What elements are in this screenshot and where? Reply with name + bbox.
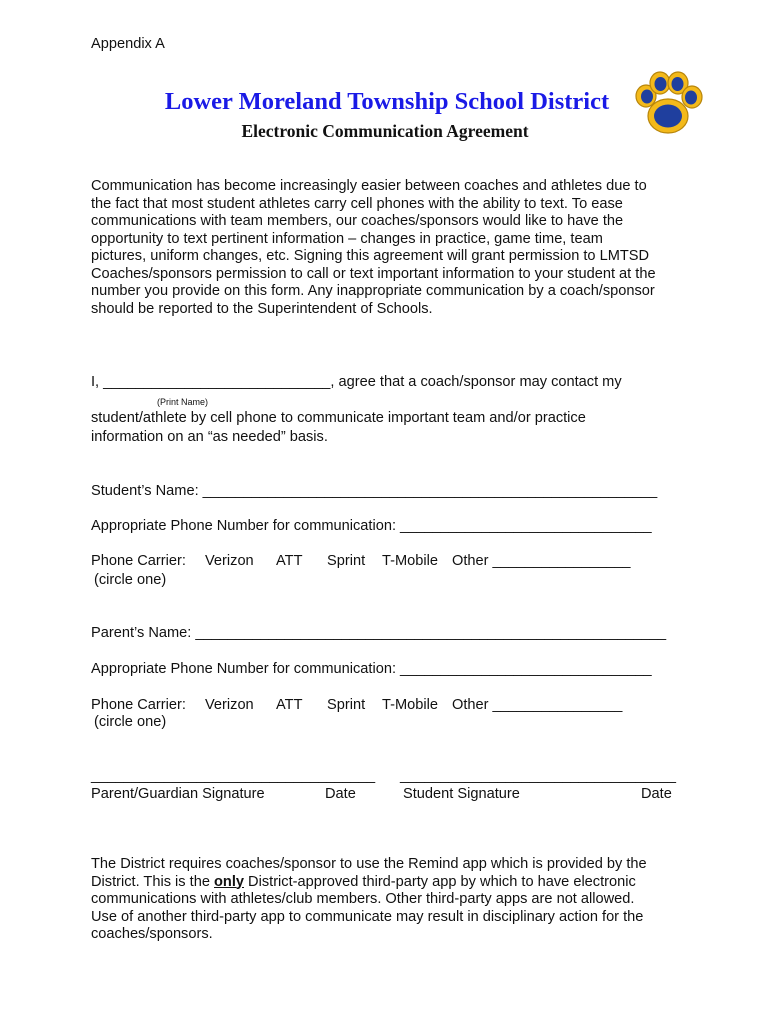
intro-line: Coaches/sponsors permission to call or text important information to your student at the [91, 265, 656, 282]
district-title: Lower Moreland Township School District [164, 88, 610, 115]
student-phone-field[interactable]: Appropriate Phone Number for communication: _______________________________ [91, 518, 652, 534]
paw-print-icon [632, 70, 704, 140]
footer-line [91, 874, 691, 892]
intro-line: Communication has become increasingly easier between coaches and athletes due to [91, 178, 647, 194]
print-name-caption: (Print Name) [157, 397, 209, 407]
student-date-label: Date [641, 786, 672, 802]
parent-carrier-other[interactable]: Other ________________ [452, 697, 623, 713]
intro-line: pictures, uniform changes, etc. Signing this agreement will grant permission to LMTSD [91, 248, 650, 264]
footer-line: coaches/sponsors. [91, 926, 213, 942]
student-signature-label: Student Signature [403, 786, 520, 802]
parent-signature-line[interactable]: ___________________________________ [91, 768, 376, 784]
remind-app-paragraph [91, 856, 691, 944]
student-name-field[interactable]: Student’s Name: ________________________________________________________ [91, 483, 658, 499]
parent-name-field[interactable]: Parent’s Name: __________________________________________________________ [91, 625, 667, 641]
intro-line: number you provide on this form. Any inappropriate communication by a coach/sponsor [91, 283, 655, 299]
parent-date-label: Date [325, 786, 356, 802]
parent-circle-one: (circle one) [94, 714, 167, 730]
student-carrier-tmobile[interactable]: T-Mobile [382, 553, 438, 569]
student-carrier-sprint[interactable]: Sprint [327, 553, 366, 569]
parent-carrier-tmobile[interactable]: T-Mobile [382, 697, 438, 713]
only-emphasis: only [214, 873, 244, 890]
agreement-subtitle: Electronic Communication Agreement [241, 121, 529, 141]
intro-line: communications with team members, our coaches/sponsors would like to have the [91, 213, 624, 229]
footer-line: communications with athletes/club members. Other third-party apps are not allowed. [91, 891, 635, 907]
agreement-line-3: information on an “as needed” basis. [91, 429, 328, 445]
intro-line: the fact that most student athletes carry cell phones with the ability to text. To ease [91, 195, 623, 212]
agreement-line-2: student/athlete by cell phone to communicate important team and/or practice [91, 410, 586, 426]
footer-line: Use of another third-party app to communicate may result in disciplinary action for the [91, 908, 644, 925]
parent-carrier-label: Phone Carrier: [91, 697, 186, 713]
intro-paragraph [91, 178, 691, 318]
parent-carrier-att[interactable]: ATT [276, 697, 303, 713]
student-circle-one: (circle one) [94, 572, 167, 588]
student-carrier-verizon[interactable]: Verizon [205, 553, 254, 569]
footer-line2-post: District-approved third-party app by which to have electronic [244, 873, 636, 890]
student-signature-line[interactable]: __________________________________ [400, 768, 676, 784]
student-carrier-label: Phone Carrier: [91, 553, 186, 569]
footer-line: The District requires coaches/sponsor to use the Remind app which is provided by the [91, 856, 647, 872]
footer-line2-pre: District. This is the [91, 873, 214, 890]
parent-carrier-verizon[interactable]: Verizon [205, 697, 254, 713]
intro-line: should be reported to the Superintendent of Schools. [91, 300, 433, 317]
parent-phone-field[interactable]: Appropriate Phone Number for communication: _______________________________ [91, 661, 652, 677]
intro-line: opportunity to text pertinent information – changes in practice, game time, team [91, 230, 603, 247]
student-carrier-other[interactable]: Other _________________ [452, 553, 631, 569]
agreement-line-1: I, ____________________________, agree that a coach/sponsor may contact my [91, 374, 622, 390]
student-carrier-att[interactable]: ATT [276, 553, 303, 569]
parent-carrier-sprint[interactable]: Sprint [327, 697, 366, 713]
appendix-label: Appendix A [91, 36, 165, 52]
parent-signature-label: Parent/Guardian Signature [91, 786, 265, 802]
